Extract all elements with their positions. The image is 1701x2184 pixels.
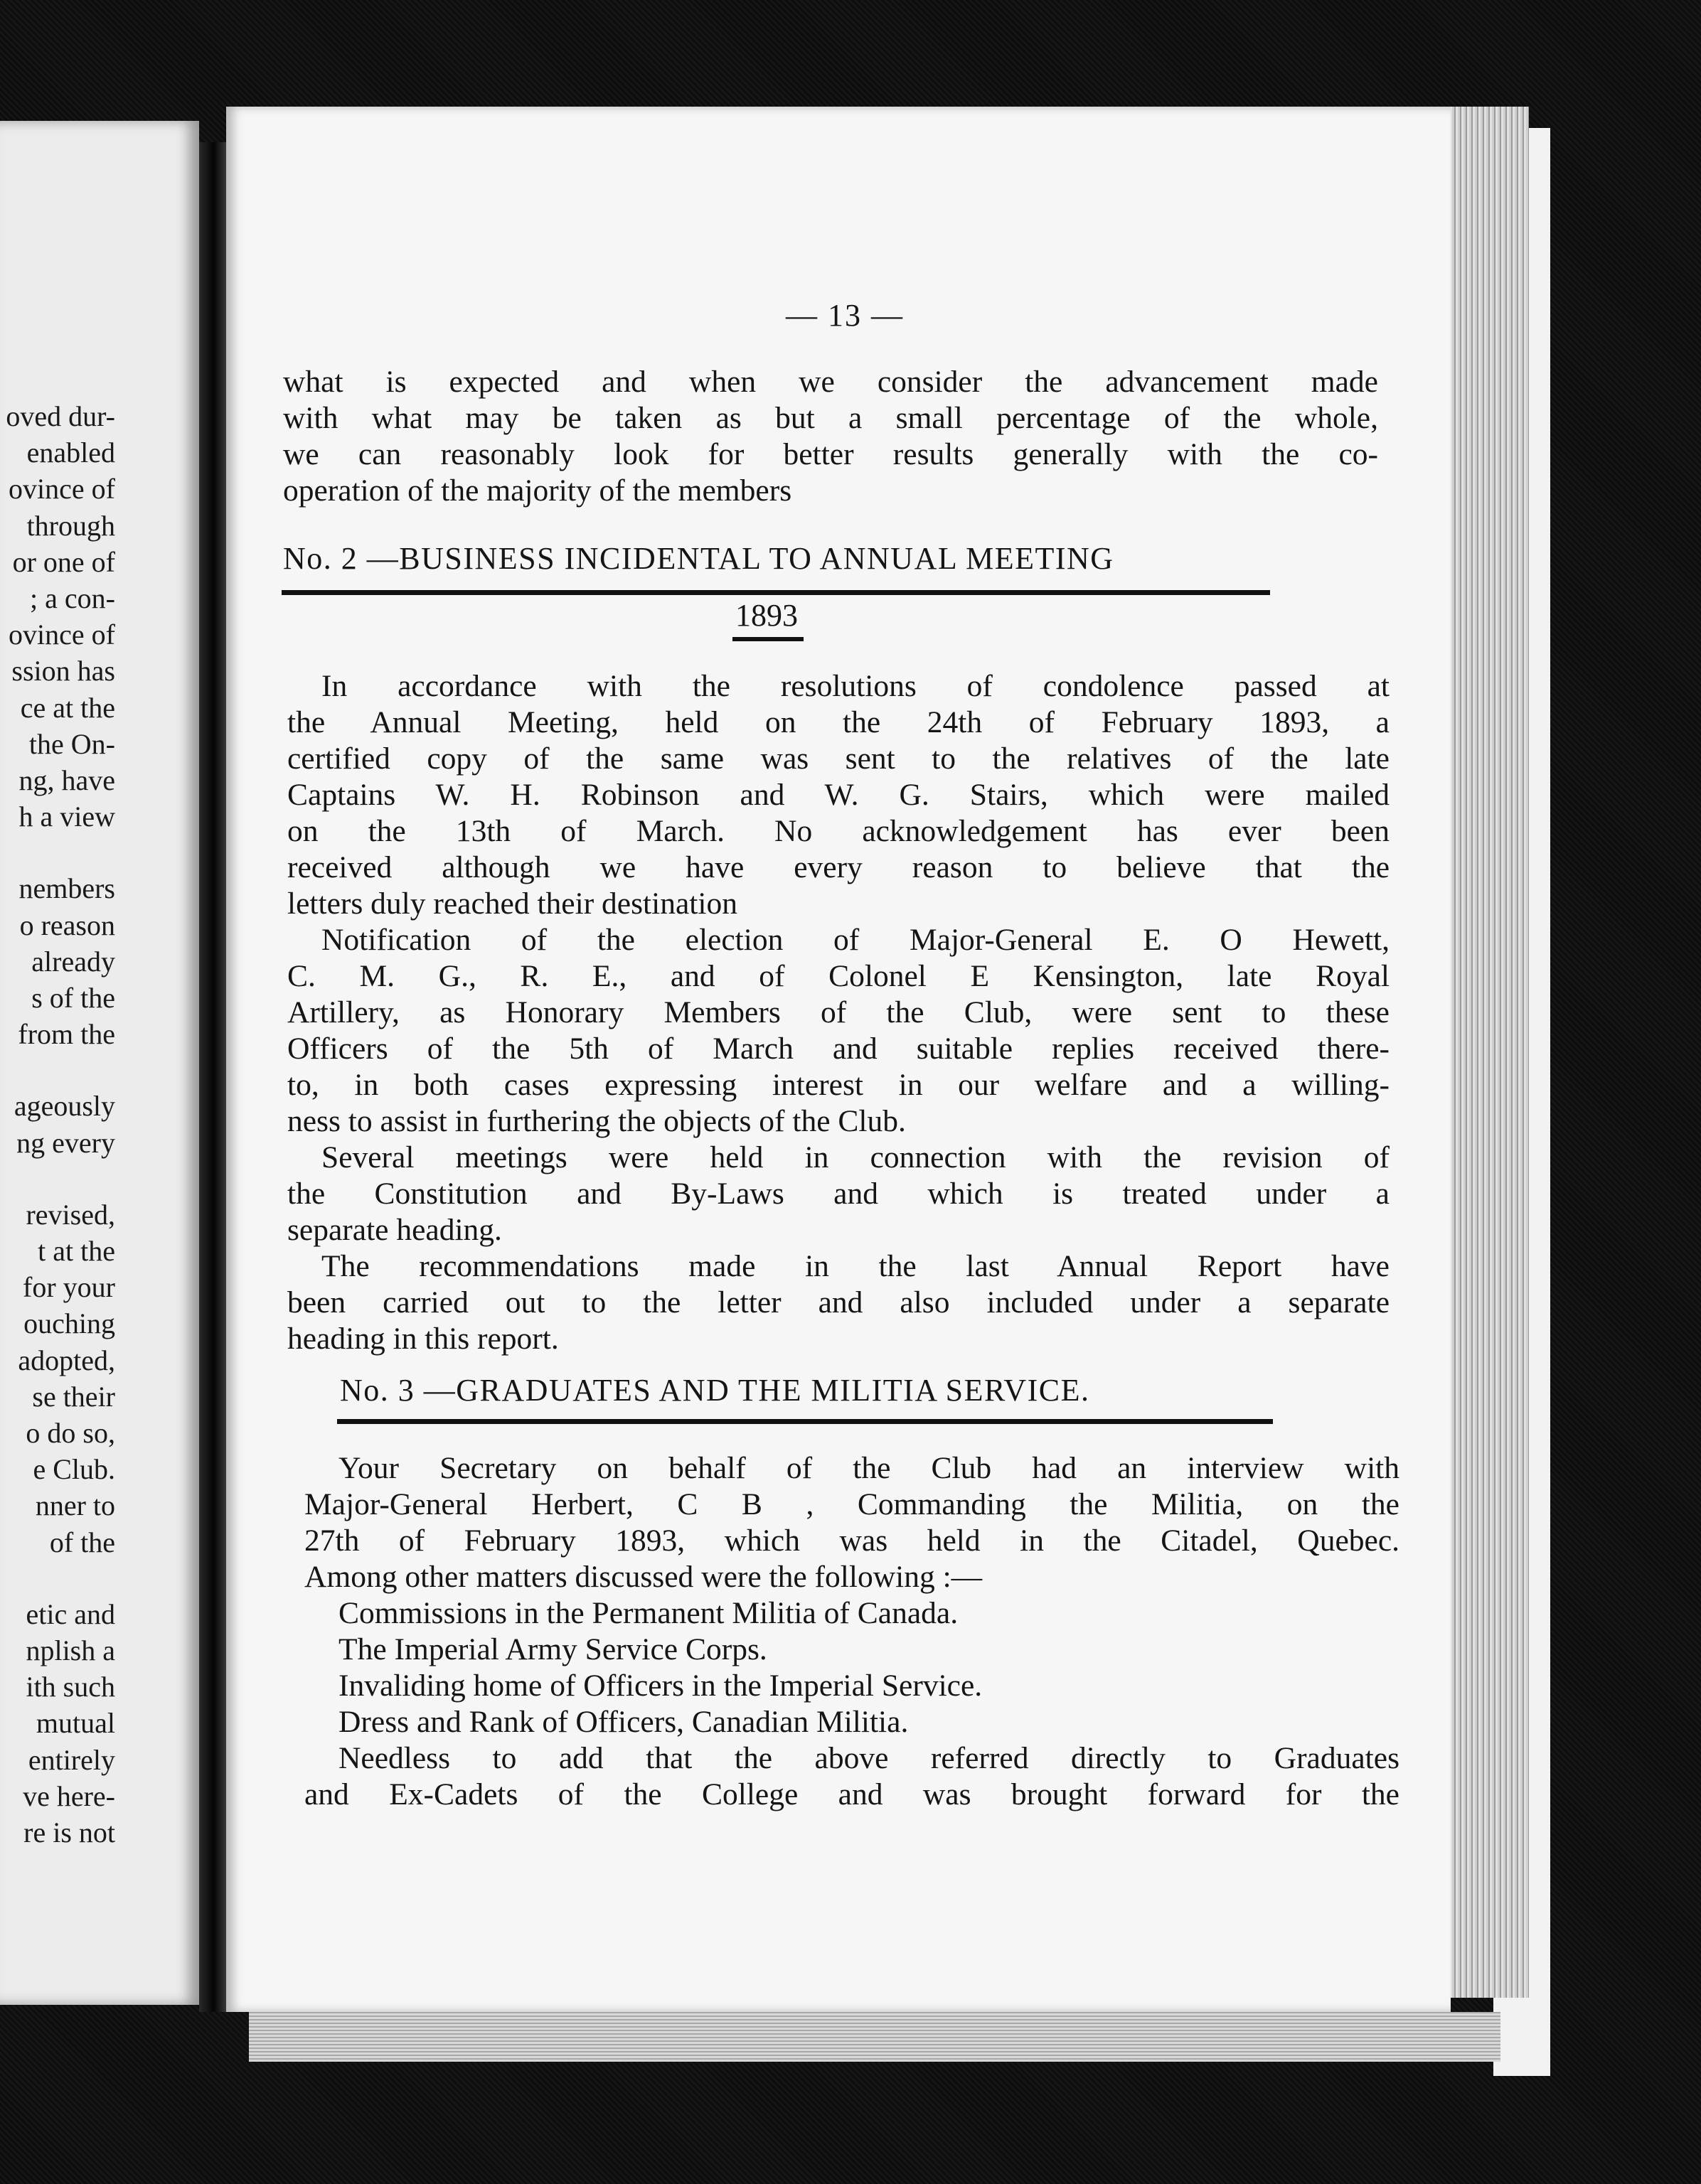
facing-page-fragment: ; a con- <box>30 582 115 614</box>
facing-page-fragment: ouching <box>23 1307 115 1340</box>
text-line: Captains W. H. Robinson and W. G. Stairs, which were mailed <box>287 778 1390 812</box>
facing-page-fragment: ageously <box>14 1090 115 1123</box>
facing-page-fragment: for your <box>23 1271 115 1304</box>
text-line: the Constitution and By-Laws and which is treated under a <box>287 1177 1390 1211</box>
facing-page-fragment: revised, <box>26 1198 115 1231</box>
text-line: certified copy of the same was sent to the relatives of the late <box>287 742 1390 776</box>
facing-page-fragment: etic and <box>26 1597 115 1630</box>
book-page-13 <box>226 107 1451 2012</box>
facing-page-fragment: h a view <box>18 801 115 833</box>
text-line: 27th of February 1893, which was held in the Citadel, Quebec. <box>304 1524 1399 1558</box>
facing-page-fragment: enabled <box>26 437 115 469</box>
facing-page-fragment: or one of <box>12 545 115 578</box>
section-2-year-rule <box>732 637 804 641</box>
text-line: and Ex-Cadets of the College and was brought forward for the <box>304 1777 1399 1811</box>
facing-page-fragment: entirely <box>28 1743 115 1776</box>
facing-page-fragment: o reason <box>19 909 115 941</box>
text-line: heading in this report. <box>287 1322 559 1356</box>
facing-page-fragment: of the <box>49 1526 115 1558</box>
text-line: Your Secretary on behalf of the Club had an interview with <box>338 1451 1399 1485</box>
facing-page-fragment: ovince of <box>9 619 115 651</box>
facing-page-fragment: se their <box>32 1380 115 1413</box>
facing-page-fragment: nner to <box>35 1489 115 1522</box>
text-line: with what may be taken as but a small percentage of the whole, <box>283 401 1378 435</box>
book-gutter <box>199 142 226 2012</box>
facing-page-fragment: e Club. <box>33 1453 115 1486</box>
text-line: ness to assist in furthering the objects of the Club. <box>287 1104 906 1138</box>
facing-page-fragment: from the <box>18 1018 115 1051</box>
facing-page-left <box>0 121 199 2005</box>
facing-page-fragment: s of the <box>31 982 115 1014</box>
intro-paragraph <box>283 364 1378 509</box>
section-2-year: 1893 <box>735 598 798 633</box>
facing-page-fragment: the On- <box>28 727 115 760</box>
page-bottom-edges <box>249 2012 1500 2062</box>
facing-page-fragment: nembers <box>18 872 115 905</box>
text-line: Among other matters discussed were the following :— <box>304 1560 983 1594</box>
text-line: Artillery, as Honorary Members of the Club, were sent to these <box>287 995 1390 1029</box>
facing-page-fragment: through <box>26 509 115 542</box>
text-line: Commissions in the Permanent Militia of Canada. <box>338 1596 959 1630</box>
section-3-heading: No. 3 —GRADUATES AND THE MILITIA SERVICE. <box>340 1373 1090 1408</box>
facing-page-fragment: mutual <box>36 1707 115 1740</box>
facing-page-fragment: ng every <box>16 1126 115 1159</box>
facing-page-fragment: ith such <box>26 1671 115 1703</box>
section-3-body <box>304 1450 1399 1813</box>
text-line: Notification of the election of Major-General E. O Hewett, <box>321 923 1390 957</box>
text-line: on the 13th of March. No acknowledgement has ever been <box>287 814 1390 848</box>
facing-page-fragment: oved dur- <box>6 400 115 432</box>
text-line: Needless to add that the above referred directly to Graduates <box>338 1741 1399 1775</box>
facing-page-fragment: ng, have <box>18 764 115 796</box>
facing-page-fragment: nplish a <box>26 1634 115 1666</box>
facing-page-fragment: already <box>31 945 115 978</box>
facing-page-fragment: o do so, <box>26 1417 115 1449</box>
text-line: letters duly reached their destination <box>287 887 737 921</box>
text-line: to, in both cases expressing interest in our welfare and a willing- <box>287 1068 1390 1102</box>
text-line: been carried out to the letter and also included under a separate <box>287 1285 1390 1320</box>
section-3-rule <box>337 1419 1273 1424</box>
facing-page-fragment: ve here- <box>23 1779 115 1812</box>
facing-page-fragment: adopted, <box>18 1344 115 1376</box>
text-line: we can reasonably look for better results generally with the co- <box>283 437 1378 471</box>
text-line: C. M. G., R. E., and of Colonel E Kensington, late Royal <box>287 959 1390 993</box>
text-line: separate heading. <box>287 1213 502 1247</box>
facing-page-fragment: ssion has <box>11 655 115 687</box>
text-line: Dress and Rank of Officers, Canadian Militia. <box>338 1705 909 1739</box>
text-line: Major-General Herbert, C B , Commanding the Militia, on the <box>304 1487 1399 1521</box>
facing-page-fragment: re is not <box>23 1816 115 1848</box>
section-2-heading: No. 2 —BUSINESS INCIDENTAL TO ANNUAL MEETING <box>283 541 1114 576</box>
text-line: Invaliding home of Officers in the Imperial Service. <box>338 1669 983 1703</box>
page-number: — 13 — <box>786 298 904 333</box>
text-line: what is expected and when we consider the advancement made <box>283 365 1378 399</box>
text-line: Several meetings were held in connection with the revision of <box>321 1140 1390 1174</box>
text-line: The recommendations made in the last Annual Report have <box>321 1249 1390 1283</box>
text-line: Officers of the 5th of March and suitable replies received there- <box>287 1032 1390 1066</box>
section-2-body <box>287 668 1390 1357</box>
facing-page-fragment: ovince of <box>9 473 115 505</box>
text-line: operation of the majority of the members <box>283 473 792 508</box>
facing-page-fragment: t at the <box>38 1235 115 1267</box>
text-line: received although we have every reason to believe that the <box>287 850 1390 884</box>
facing-page-fragment: ce at the <box>20 691 115 724</box>
text-line: In accordance with the resolutions of condolence passed at <box>321 669 1390 703</box>
section-2-rule <box>282 590 1270 595</box>
text-line: The Imperial Army Service Corps. <box>338 1632 767 1666</box>
text-line: the Annual Meeting, held on the 24th of February 1893, a <box>287 705 1390 739</box>
